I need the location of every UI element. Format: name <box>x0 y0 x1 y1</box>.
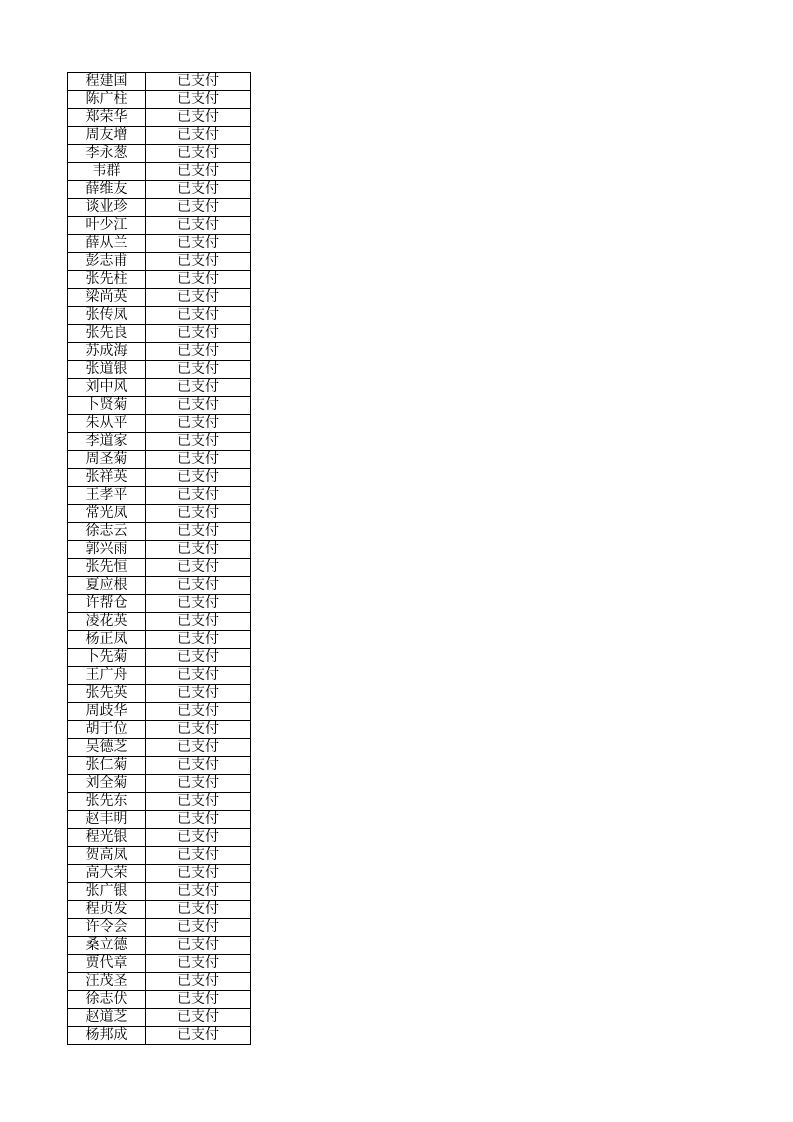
table-row <box>68 1027 251 1045</box>
payment-status-cell: 已支付 <box>146 955 251 973</box>
name-cell: 张先柱 <box>68 271 146 289</box>
payment-status-cell: 已支付 <box>146 577 251 595</box>
table-row <box>68 235 251 253</box>
name-cell: 谈业珍 <box>68 199 146 217</box>
name-cell: 刘中风 <box>68 379 146 397</box>
table-row <box>68 289 251 307</box>
name-cell: 贾代章 <box>68 955 146 973</box>
name-cell: 张道银 <box>68 361 146 379</box>
name-cell: 韦群 <box>68 163 146 181</box>
name-cell: 王孝平 <box>68 487 146 505</box>
table-row <box>68 919 251 937</box>
table-row <box>68 181 251 199</box>
name-cell: 张先恒 <box>68 559 146 577</box>
table-row <box>68 469 251 487</box>
table-row <box>68 271 251 289</box>
payment-status-cell: 已支付 <box>146 217 251 235</box>
name-cell: 杨邦成 <box>68 1027 146 1045</box>
name-cell: 张传凤 <box>68 307 146 325</box>
table-row <box>68 595 251 613</box>
payment-status-cell: 已支付 <box>146 163 251 181</box>
payment-status-cell: 已支付 <box>146 595 251 613</box>
name-cell: 胡于位 <box>68 721 146 739</box>
name-cell: 汪茂圣 <box>68 973 146 991</box>
name-cell: 卜先菊 <box>68 649 146 667</box>
payment-status-cell: 已支付 <box>146 487 251 505</box>
payment-status-cell: 已支付 <box>146 775 251 793</box>
table-row <box>68 127 251 145</box>
name-cell: 刘全菊 <box>68 775 146 793</box>
name-cell: 卜贤菊 <box>68 397 146 415</box>
payment-status-cell: 已支付 <box>146 271 251 289</box>
payment-status-cell: 已支付 <box>146 433 251 451</box>
name-cell: 夏应根 <box>68 577 146 595</box>
payment-status-table <box>67 72 251 1045</box>
table-row <box>68 883 251 901</box>
name-cell: 徐志云 <box>68 523 146 541</box>
table-row <box>68 991 251 1009</box>
table-row <box>68 451 251 469</box>
table-row <box>68 793 251 811</box>
name-cell: 许帮仓 <box>68 595 146 613</box>
payment-status-cell: 已支付 <box>146 73 251 91</box>
table-row <box>68 613 251 631</box>
payment-status-cell: 已支付 <box>146 883 251 901</box>
table-row <box>68 379 251 397</box>
payment-status-cell: 已支付 <box>146 541 251 559</box>
payment-status-cell: 已支付 <box>146 397 251 415</box>
table-row <box>68 343 251 361</box>
payment-status-cell: 已支付 <box>146 91 251 109</box>
payment-status-cell: 已支付 <box>146 253 251 271</box>
name-cell: 李永葱 <box>68 145 146 163</box>
payment-status-cell: 已支付 <box>146 469 251 487</box>
name-cell: 薛维友 <box>68 181 146 199</box>
payment-status-cell: 已支付 <box>146 829 251 847</box>
payment-status-cell: 已支付 <box>146 361 251 379</box>
name-cell: 张仁菊 <box>68 757 146 775</box>
name-cell: 程建国 <box>68 73 146 91</box>
table-row <box>68 667 251 685</box>
payment-status-cell: 已支付 <box>146 307 251 325</box>
payment-status-cell: 已支付 <box>146 739 251 757</box>
payment-status-cell: 已支付 <box>146 865 251 883</box>
payment-status-cell: 已支付 <box>146 937 251 955</box>
table-row <box>68 1009 251 1027</box>
payment-status-table-body <box>68 73 251 1045</box>
name-cell: 朱从平 <box>68 415 146 433</box>
payment-status-cell: 已支付 <box>146 289 251 307</box>
name-cell: 吴德芝 <box>68 739 146 757</box>
name-cell: 周歧华 <box>68 703 146 721</box>
name-cell: 高大荣 <box>68 865 146 883</box>
name-cell: 郑荣华 <box>68 109 146 127</box>
payment-status-cell: 已支付 <box>146 1009 251 1027</box>
name-cell: 桑立德 <box>68 937 146 955</box>
payment-status-cell: 已支付 <box>146 847 251 865</box>
table-row <box>68 397 251 415</box>
table-row <box>68 973 251 991</box>
payment-status-cell: 已支付 <box>146 685 251 703</box>
name-cell: 周友增 <box>68 127 146 145</box>
payment-status-cell: 已支付 <box>146 415 251 433</box>
name-cell: 许令会 <box>68 919 146 937</box>
table-row <box>68 955 251 973</box>
table-row <box>68 739 251 757</box>
name-cell: 常光凤 <box>68 505 146 523</box>
table-row <box>68 559 251 577</box>
name-cell: 郭兴雨 <box>68 541 146 559</box>
name-cell: 薛从兰 <box>68 235 146 253</box>
payment-status-cell: 已支付 <box>146 757 251 775</box>
name-cell: 程贞发 <box>68 901 146 919</box>
payment-status-cell: 已支付 <box>146 793 251 811</box>
table-row <box>68 415 251 433</box>
table-row <box>68 109 251 127</box>
payment-status-cell: 已支付 <box>146 901 251 919</box>
payment-status-cell: 已支付 <box>146 991 251 1009</box>
payment-status-cell: 已支付 <box>146 127 251 145</box>
payment-status-cell: 已支付 <box>146 145 251 163</box>
name-cell: 周圣菊 <box>68 451 146 469</box>
table-row <box>68 703 251 721</box>
table-row <box>68 253 251 271</box>
payment-status-cell: 已支付 <box>146 379 251 397</box>
name-cell: 程光银 <box>68 829 146 847</box>
table-row <box>68 145 251 163</box>
name-cell: 贺高凤 <box>68 847 146 865</box>
payment-status-cell: 已支付 <box>146 109 251 127</box>
payment-status-cell: 已支付 <box>146 631 251 649</box>
name-cell: 杨正凤 <box>68 631 146 649</box>
name-cell: 张先东 <box>68 793 146 811</box>
payment-status-cell: 已支付 <box>146 649 251 667</box>
payment-status-cell: 已支付 <box>146 559 251 577</box>
name-cell: 赵丰明 <box>68 811 146 829</box>
name-cell: 彭志甫 <box>68 253 146 271</box>
table-row <box>68 433 251 451</box>
name-cell: 梁尚英 <box>68 289 146 307</box>
table-row <box>68 631 251 649</box>
payment-status-cell: 已支付 <box>146 1027 251 1045</box>
table-row <box>68 901 251 919</box>
table-row <box>68 649 251 667</box>
payment-status-cell: 已支付 <box>146 973 251 991</box>
name-cell: 张先英 <box>68 685 146 703</box>
name-cell: 张广银 <box>68 883 146 901</box>
table-row <box>68 217 251 235</box>
name-cell: 张祥英 <box>68 469 146 487</box>
payment-status-cell: 已支付 <box>146 523 251 541</box>
table-row <box>68 757 251 775</box>
name-cell: 王广舟 <box>68 667 146 685</box>
payment-status-cell: 已支付 <box>146 505 251 523</box>
table-row <box>68 829 251 847</box>
table-row <box>68 685 251 703</box>
table-row <box>68 865 251 883</box>
name-cell: 赵道芝 <box>68 1009 146 1027</box>
table-row <box>68 775 251 793</box>
payment-status-cell: 已支付 <box>146 721 251 739</box>
payment-status-cell: 已支付 <box>146 325 251 343</box>
name-cell: 叶少江 <box>68 217 146 235</box>
table-row <box>68 307 251 325</box>
table-row <box>68 487 251 505</box>
table-row <box>68 721 251 739</box>
payment-status-cell: 已支付 <box>146 811 251 829</box>
payment-status-cell: 已支付 <box>146 235 251 253</box>
payment-status-cell: 已支付 <box>146 613 251 631</box>
table-row <box>68 541 251 559</box>
table-row <box>68 73 251 91</box>
table-row <box>68 577 251 595</box>
name-cell: 徐志伏 <box>68 991 146 1009</box>
name-cell: 陈广柱 <box>68 91 146 109</box>
table-row <box>68 199 251 217</box>
table-row <box>68 163 251 181</box>
table-row <box>68 325 251 343</box>
table-row <box>68 505 251 523</box>
name-cell: 苏成海 <box>68 343 146 361</box>
table-row <box>68 91 251 109</box>
payment-status-cell: 已支付 <box>146 919 251 937</box>
table-row <box>68 847 251 865</box>
payment-status-cell: 已支付 <box>146 181 251 199</box>
name-cell: 凌花英 <box>68 613 146 631</box>
table-row <box>68 811 251 829</box>
payment-status-cell: 已支付 <box>146 199 251 217</box>
payment-status-cell: 已支付 <box>146 343 251 361</box>
name-cell: 李道家 <box>68 433 146 451</box>
payment-status-cell: 已支付 <box>146 703 251 721</box>
payment-status-cell: 已支付 <box>146 667 251 685</box>
table-row <box>68 523 251 541</box>
table-row <box>68 937 251 955</box>
table-row <box>68 361 251 379</box>
payment-status-cell: 已支付 <box>146 451 251 469</box>
name-cell: 张先良 <box>68 325 146 343</box>
